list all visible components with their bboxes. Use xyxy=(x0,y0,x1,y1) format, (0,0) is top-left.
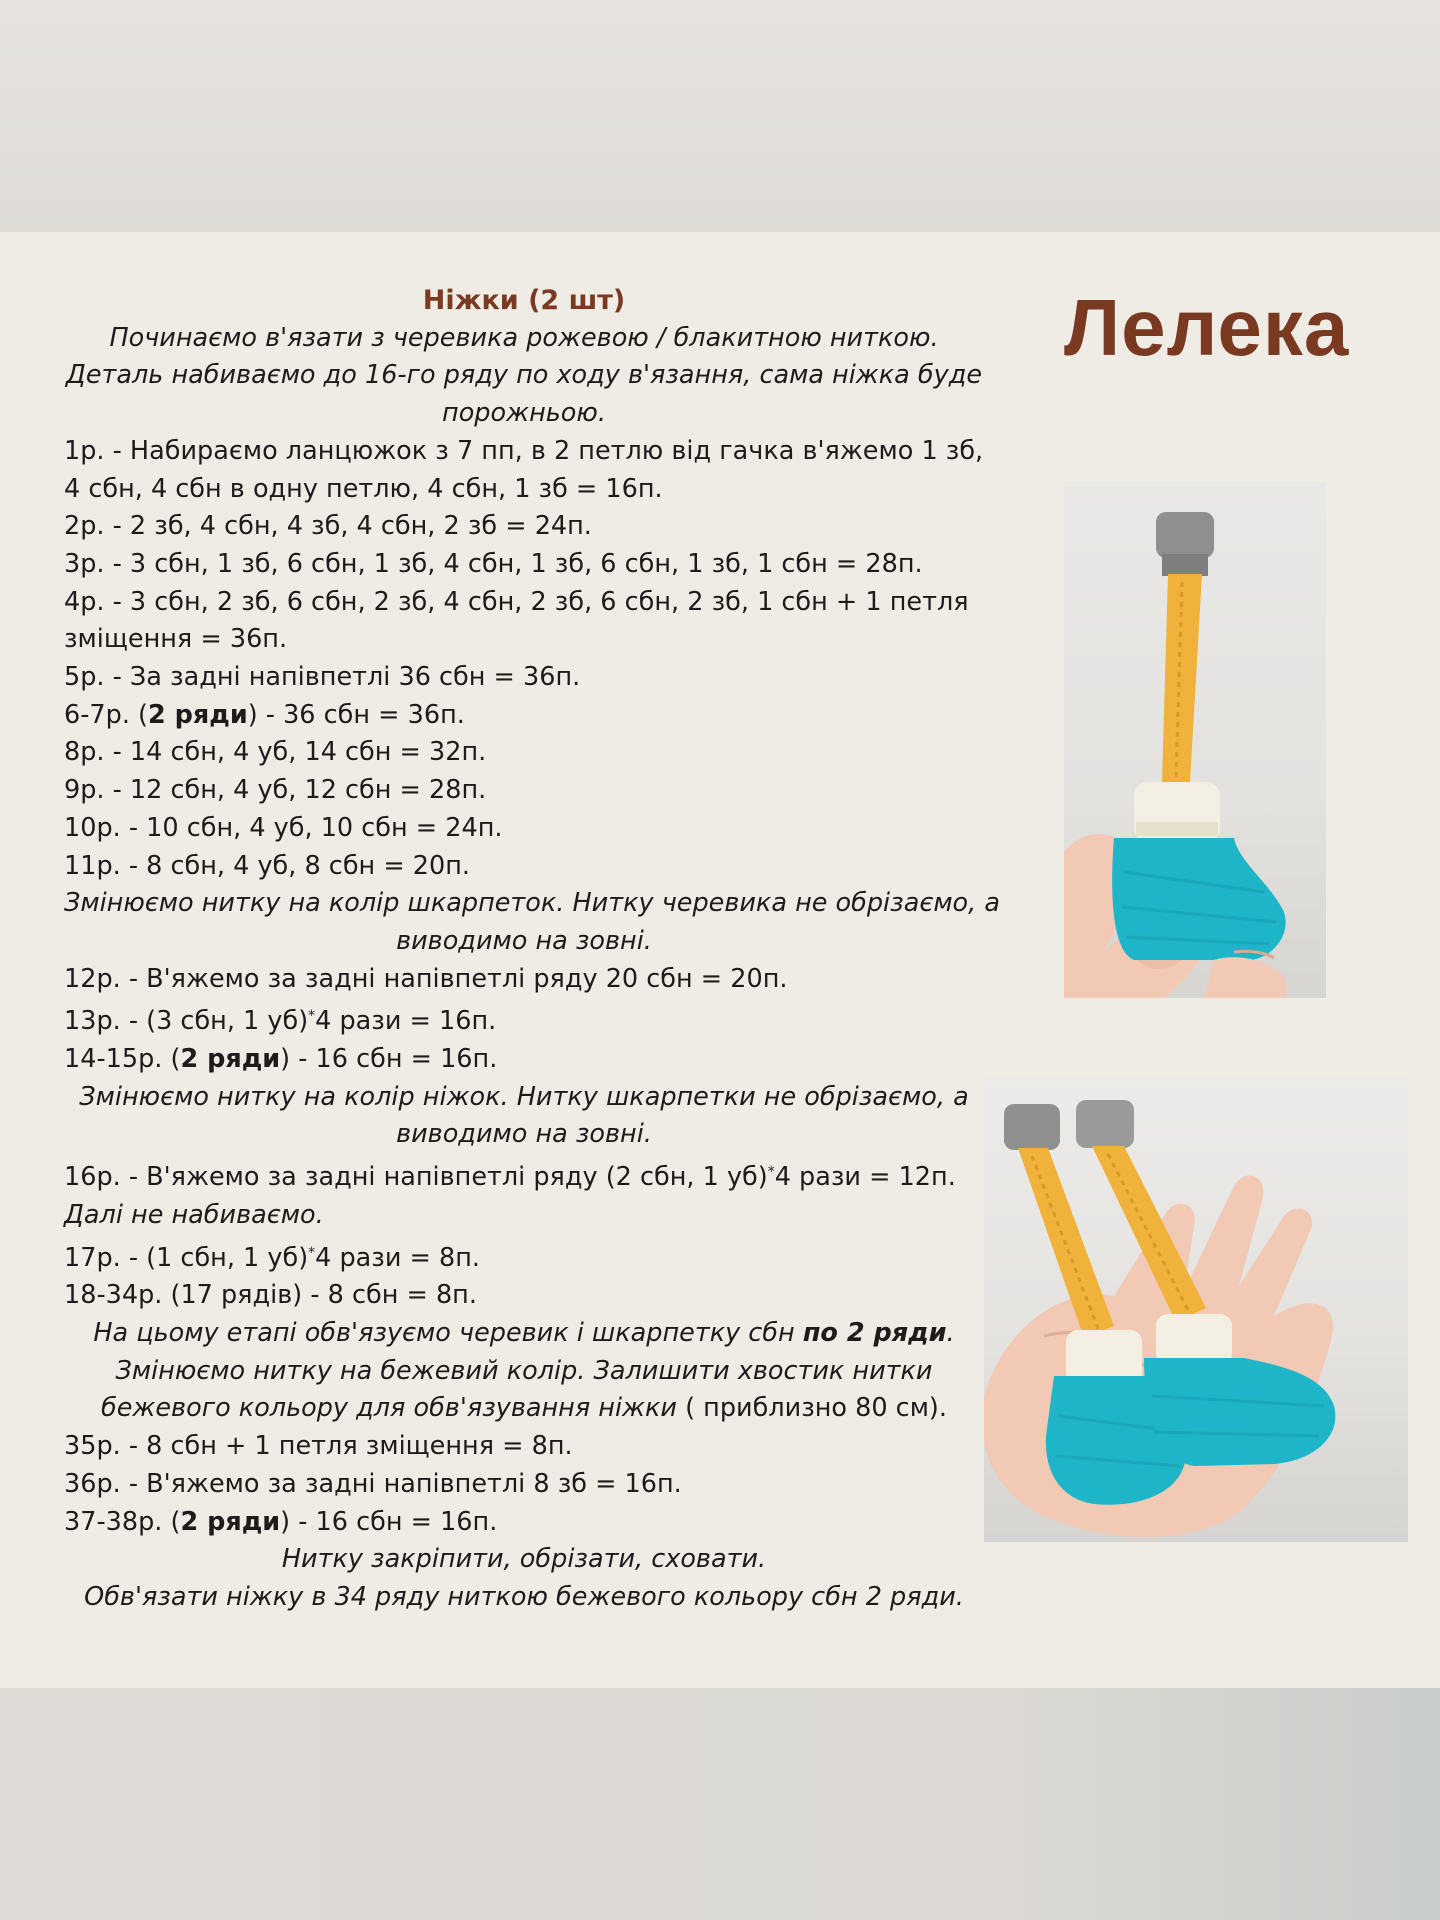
row-11: 11р. - 8 сбн, 4 уб, 8 сбн = 20п. xyxy=(64,850,471,881)
leg-pair-illustration xyxy=(984,1076,1408,1542)
repeat-mark: * xyxy=(308,1008,316,1025)
row-text: ) - 36 сбн = 36п. xyxy=(247,699,465,730)
left-cream-sock-shape xyxy=(1066,1330,1142,1384)
left-grey-cap-shape xyxy=(1004,1104,1060,1150)
leg-pair-photo xyxy=(984,1076,1408,1542)
row-1: 1р. - Набираємо ланцюжок з 7 пп, в 2 петлю від гачка в'яжемо 1 зб, xyxy=(64,435,984,466)
intro-line: Починаємо в'язати з черевика рожевою / блакитною ниткою. xyxy=(109,322,939,353)
section-title: Ніжки (2 шт) xyxy=(422,285,626,316)
row-4: 4р. - 3 сбн, 2 зб, 6 сбн, 2 зб, 4 сбн, 2 зб, 6 сбн, 2 зб, 1 сбн + 1 петля xyxy=(64,586,969,617)
note-emphasis: по 2 ряди xyxy=(802,1317,947,1348)
color-change-note: Змінюємо нитку на колір шкарпеток. Нитку черевика не обрізаємо, а xyxy=(64,888,1000,919)
finishing-note: Обв'язати ніжку в 34 ряду ниткою бежевого кольору сбн 2 ряди. xyxy=(84,1581,964,1612)
row-17 xyxy=(64,1235,984,1278)
pattern-text xyxy=(64,282,1000,1617)
row-1-cont: 4 сбн, 4 сбн в одну петлю, 4 сбн, 1 зб = 16п. xyxy=(64,473,663,504)
row-35: 35р. - 8 сбн + 1 петля зміщення = 8п. xyxy=(64,1431,573,1462)
single-leg-photo xyxy=(1064,482,1326,998)
row-2: 2р. - 2 зб, 4 сбн, 4 зб, 4 сбн, 2 зб = 24п. xyxy=(64,511,592,542)
note-text: бежевого кольору для обв'язування ніжки xyxy=(100,1393,677,1424)
note-text: На цьому етапі обв'язуємо черевик і шкарпетку сбн xyxy=(93,1317,803,1348)
row-text: ) - 16 сбн = 16п. xyxy=(280,1506,498,1537)
row-37-38 xyxy=(64,1504,984,1542)
edging-note xyxy=(64,1315,984,1353)
note-text: . xyxy=(946,1317,955,1348)
single-leg-illustration xyxy=(1064,482,1326,998)
row-text: 4 рази = 12п. xyxy=(774,1162,956,1193)
row-6-7 xyxy=(64,697,984,735)
row-text: 4 рази = 16п. xyxy=(315,1006,497,1037)
row-8: 8р. - 14 сбн, 4 уб, 14 сбн = 32п. xyxy=(64,737,487,768)
intro-line: порожньою. xyxy=(442,398,606,429)
row-text: 14-15р. ( xyxy=(64,1044,181,1075)
row-text: 13р. - (3 сбн, 1 уб) xyxy=(64,1006,309,1037)
row-18-34: 18-34р. (17 рядів) - 8 сбн = 8п. xyxy=(64,1280,477,1311)
row-text: 4 рази = 8п. xyxy=(315,1242,481,1273)
color-change-note-cont: виводимо на зовні. xyxy=(396,925,652,956)
row-4-cont: зміщення = 36п. xyxy=(64,624,288,655)
finishing-note: Нитку закріпити, обрізати, сховати. xyxy=(281,1544,767,1575)
color-change-note-cont: виводимо на зовні. xyxy=(396,1119,652,1150)
row-13 xyxy=(64,998,984,1041)
row-text: 6-7р. ( xyxy=(64,699,148,730)
grey-cap-shape xyxy=(1156,512,1214,558)
row-emphasis: 2 ряди xyxy=(148,699,248,730)
row-emphasis: 2 ряди xyxy=(180,1044,281,1075)
row-3: 3р. - 3 сбн, 1 зб, 6 сбн, 1 зб, 4 сбн, 1 зб, 6 сбн, 1 зб, 1 сбн = 28п. xyxy=(64,548,923,579)
stuffing-note: Далі не набиваємо. xyxy=(64,1199,324,1230)
row-emphasis: 2 ряди xyxy=(180,1506,281,1537)
blurred-background-bottom xyxy=(0,1688,1440,1920)
yarn-tail-note xyxy=(64,1390,984,1428)
row-10: 10р. - 10 сбн, 4 уб, 10 сбн = 24п. xyxy=(64,812,503,843)
row-text: 16р. - В'яжемо за задні напівпетлі ряду (2 сбн, 1 уб) xyxy=(64,1162,768,1193)
repeat-mark: * xyxy=(308,1244,316,1261)
repeat-mark: * xyxy=(767,1164,775,1181)
row-9: 9р. - 12 сбн, 4 уб, 12 сбн = 28п. xyxy=(64,775,487,806)
thumb-shape xyxy=(1204,957,1286,998)
blurred-background-top xyxy=(0,0,1440,232)
row-5: 5р. - За задні напівпетлі 36 сбн = 36п. xyxy=(64,662,581,693)
intro-line: Деталь набиваємо до 16-го ряду по ходу в'язання, сама ніжка буде xyxy=(65,360,983,391)
row-text: 37-38р. ( xyxy=(64,1506,181,1537)
row-text: 17р. - (1 сбн, 1 уб) xyxy=(64,1242,309,1273)
row-12: 12р. - В'яжемо за задні напівпетлі ряду 20 сбн = 20п. xyxy=(64,963,788,994)
color-change-note: Змінюємо нитку на колір ніжок. Нитку шкарпетки не обрізаємо, а xyxy=(79,1081,969,1112)
row-14-15 xyxy=(64,1041,984,1079)
note-text: ( приблизно 80 см). xyxy=(677,1393,947,1424)
row-text: ) - 16 сбн = 16п. xyxy=(280,1044,498,1075)
row-16 xyxy=(64,1154,984,1197)
right-grey-cap-shape xyxy=(1076,1100,1134,1148)
row-36: 36р. - В'яжемо за задні напівпетлі 8 зб = 16п. xyxy=(64,1468,682,1499)
brand-title: Лелека xyxy=(1064,283,1350,372)
yarn-change-note: Змінюємо нитку на бежевий колір. Залишити хвостик нитки xyxy=(115,1355,933,1386)
